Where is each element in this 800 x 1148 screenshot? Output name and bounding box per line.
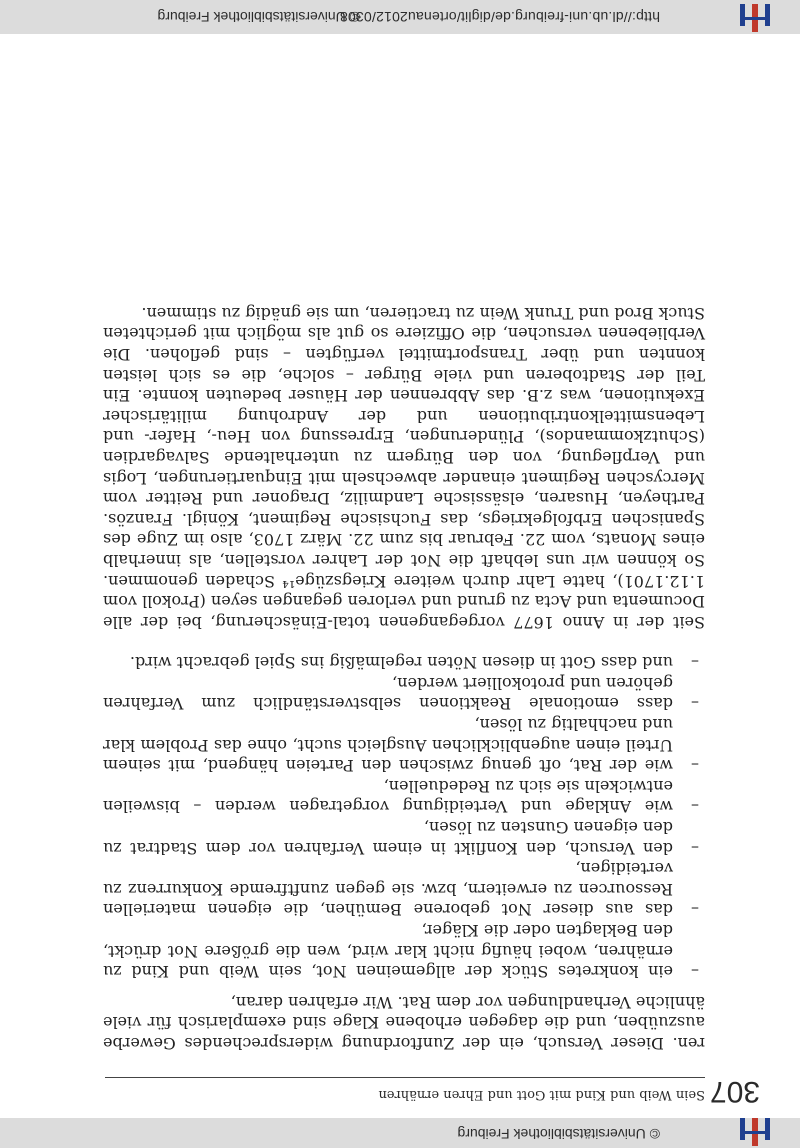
intro-paragraph: ren. Dieser Versuch, ein der Zunftordnung widersprechendes Gewerbe auszuüben, und die dagegen erhobene Klage sind exemplarisch für viele ähnliche Verhandlungen vor dem Rat. Wir erfahren daran, [103,992,705,1053]
closing-paragraph: Seit der in Anno 1677 vorgegangenen total-Einäscherung, bei der alle Documenta und Acta zu grund und verloren gegangen seyen (Prokoll vom 1.12.1701), hatte Lahr durch weitere Kriegszüge¹⁴ Schaden genommen. So können wir uns lebhaft die Not der Lahrer vorstellen, als innerhalb eines Monats, vom 22. Februar bis zum 22. März 1703, also im Zuge des Spanischen Erbfolgekriegs, das Fuchsische Regiment, Königl. Französ. Partheyen, Husaren, elsässische Landmiliz, Dragoner und Reitter vom Mercyschen Regiment einander abwechseln mit Einquartierungen, Logis und Verpflegung, von den Bürgern zu unterhaltende Salvagardien (Schutzkommandos), Plünderungen, Erpressung von Heu-, Hafer- und Lebensmittelkontributionen und der Androhung militärischer Exekutionen, was z.B. das Abbrennen der Häuser bedeuten konnte. Ein Teil der Stadtoberen und viele Bürger – solche, die es sich leisten konnten und über Transportmittel verfügten – sind geflohen. Die Verbliebenen versuchen, die Offiziere so gut als möglich mit gerichteten Stuck Brod und Trunk Wein zu tractieren, um sie gnädig zu stimmen. [103,303,705,632]
top-source-bar [0,1118,800,1148]
bottom-copyright: © Universitätsbibliothek Freiburg [157,9,360,25]
ub-freiburg-logo-icon [730,4,780,32]
list-item: – den Versuch, den Konflikt in einem Verfahren vor dem Stadtrat zu den eigenen Gunsten zu lösen, [103,818,699,858]
list-item: – ein konkretes Stück der allgemeinen Not, sein Weib und Kind zu ernähren, wobei häufig nicht klar wird, wen die größere Not drückt, den Beklagten oder die Kläger, [103,921,699,982]
running-head: Sein Weib und Kind mit Gott und Ehren ernähren [378,1087,705,1102]
list-item-text: dass emotionale Reaktionen selbstverständlich zum Verfahren gehören und protokolliert werden, [103,673,673,714]
list-item-text: und dass Gott in diesen Nöten regelmäßig ins Spiel gebracht wird. [129,653,673,673]
list-item-text: wie der Rat, oft genug zwischen den Parteien hängend, mit seinem Urteil einen augenblicklichen Ausgleich sucht, ohne das Problem klar und nachhaltig zu lösen, [103,715,673,776]
source-url[interactable]: http://dl.ub.uni-freiburg.de/diglit/ortenau2012/0308 [339,9,660,25]
list-item: – dass emotionale Reaktionen selbstverständlich zum Verfahren gehören und protokolliert werden, [103,673,699,714]
list-item: – und dass Gott in diesen Nöten regelmäßig ins Spiel gebracht wird. [129,653,699,673]
list-item-text: ein konkretes Stück der allgemeinen Not, sein Weib und Kind zu ernähren, wobei häufig nicht klar wird, wen die größere Not drückt, den Beklagten oder die Kläger, [103,921,673,982]
page-number: 307 [709,1075,760,1108]
header-rule [105,1077,705,1078]
list-item-text: den Versuch, den Konflikt in einem Verfahren vor dem Stadtrat zu den eigenen Gunsten zu lösen, [103,818,673,858]
list-item-text: das aus dieser Not geborene Bemühen, die eigenen materiellen Ressourcen zu erweitern, bzw. sie gegen zunftfremde Konkurrenz zu verteidigen, [103,859,673,920]
ub-freiburg-logo-icon [730,1118,780,1146]
top-copyright: © Universitätsbibliothek Freiburg [457,1126,660,1142]
list-item: – wie Anklage und Verteidigung vorgetragen werden – bisweilen entwickeln sie sich zu Rededuellen, [103,776,699,817]
list-item: – das aus dieser Not geborene Bemühen, die eigenen materiellen Ressourcen zu erweitern, bzw. sie gegen zunftfremde Konkurrenz zu verteidigen, [103,859,699,920]
bottom-source-bar [0,0,800,34]
bullet-list [103,652,705,982]
list-item-text: wie Anklage und Verteidigung vorgetragen werden – bisweilen entwickeln sie sich zu Rededuellen, [103,776,673,817]
main-text [103,302,705,1053]
list-item: – wie der Rat, oft genug zwischen den Parteien hängend, mit seinem Urteil einen augenblicklichen Ausgleich sucht, ohne das Problem klar und nachhaltig zu lösen, [103,715,699,776]
